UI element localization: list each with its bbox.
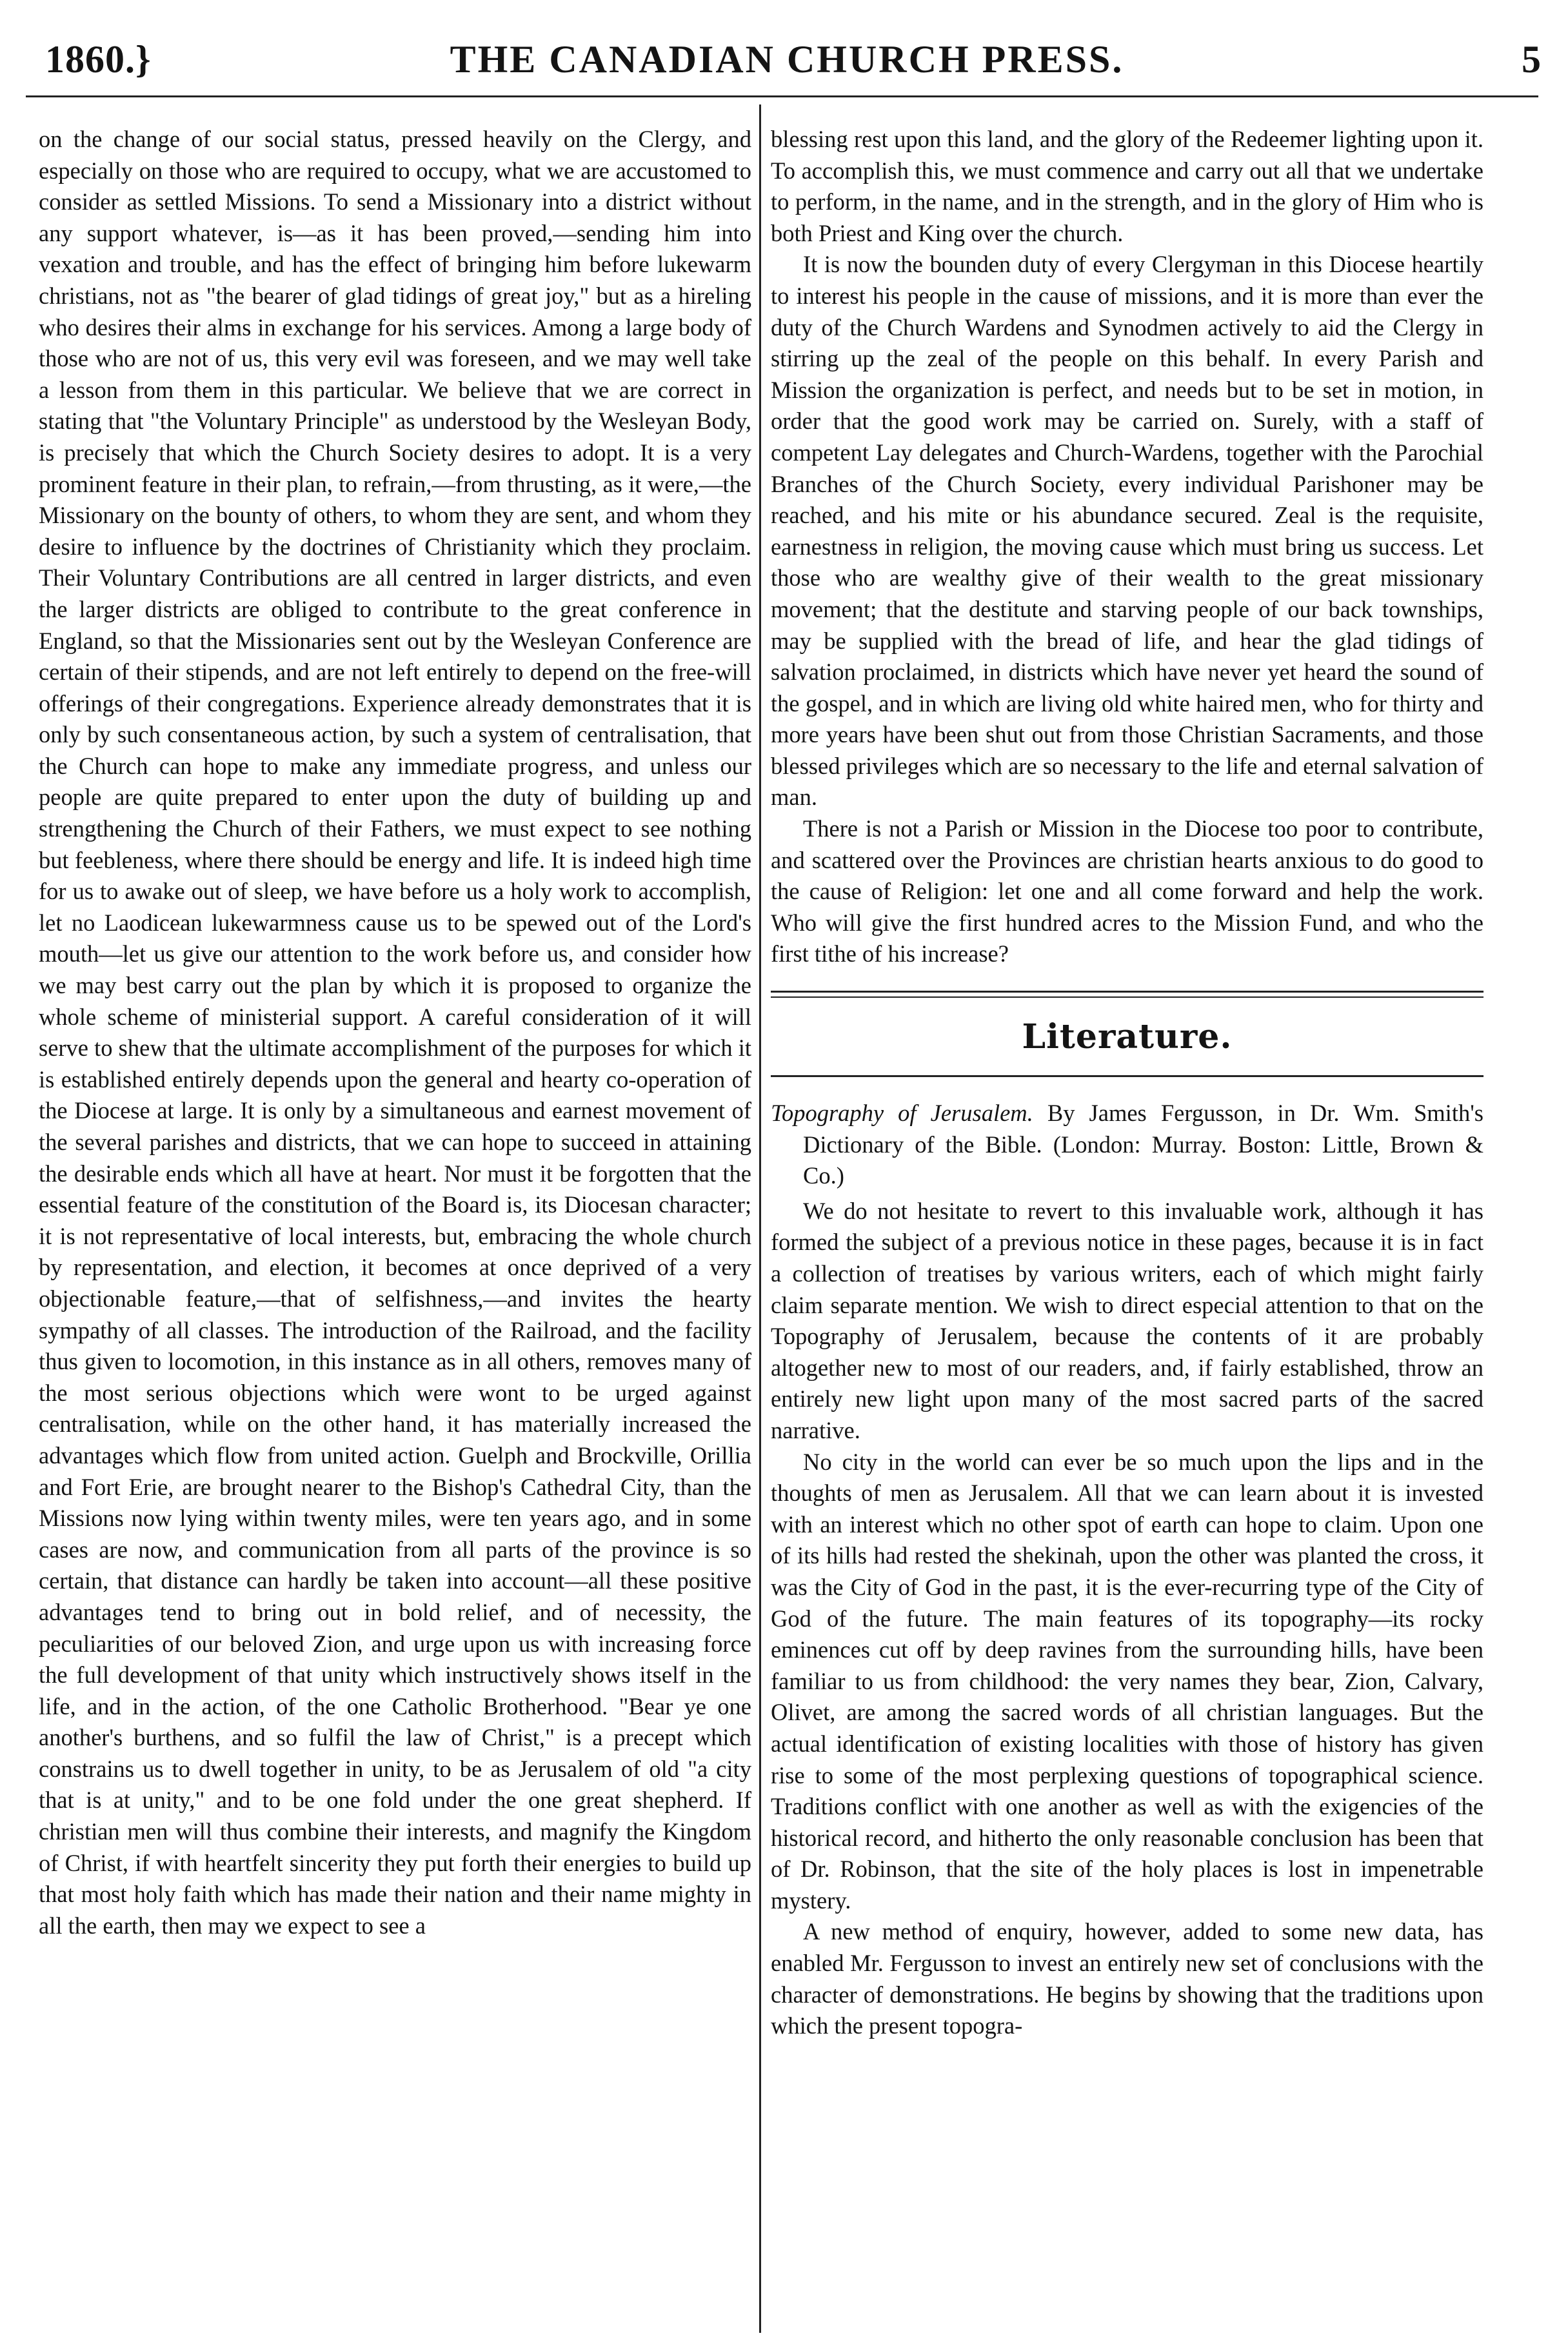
section-rule-top-thin	[771, 996, 1484, 998]
left-column	[39, 124, 751, 1941]
header-year: 1860.}	[45, 38, 152, 81]
right-column	[771, 124, 1484, 2042]
section-heading: Literature.	[1022, 1017, 1233, 1057]
review-citation	[771, 1098, 1484, 1192]
article-paragraph: blessing rest upon this land, and the glory of the Redeemer lighting upon it. To accomplish this, we must commence and carry out all that we undertake to perform, in the name, and in the strength, and in the glory of Him who is both Priest and King over the church.	[771, 126, 1484, 246]
article-paragraph: on the change of our social status, pressed heavily on the Clergy, and especially on those who are required to occupy, what we are accustomed to consider as settled Missions. To send a Missionary into a district without any support whatever, is—as it has been proved,—sending him into vexation and trouble, and has the effect of bringing him before lukewarm christians, not as "the bearer of glad tidings of great joy," but as a hireling who desires their alms in exchange for his services. Among a large body of those who are not of us, this very evil was foreseen, and we may well take a lesson from them in this particular. We believe that we are correct in stating that "the Voluntary Principle" as understood by the Wesleyan Body, is precisely that which the Church Society desires to adopt. It is a very prominent feature in their plan, to refrain,—from thrusting, as it were,—the Missionary on the bounty of others, to whom they are sent, and whom they desire to influence by the doctrines of Christianity which they proclaim. Their Voluntary Contributions are all centred in larger districts, and even the larger districts are obliged to contribute to the great conference in England, so that the Missionaries sent out by the Wesleyan Conference are certain of their stipends, and are not left entirely to depend on the free-will offerings of their congregations. Experience already demonstrates that it is only by such consentaneous action, by such a system of centralisation, that the Church can hope to make any immediate progress, and unless our people are quite prepared to enter upon the duty of building up and strengthening the Church of their Fathers, we must expect to see nothing but feebleness, where there should be energy and life. It is indeed high time for us to awake out of sleep, we have before us a holy work to accomplish, let no Laodicean lukewarmness cause us to be spewed out of the Lord's mouth—let us give our attention to the work before us, and consider how we may best carry out the plan by which it is proposed to organize the whole scheme of ministerial support. A careful consideration of it will serve to shew that the ultimate accomplishment of the purposes for which it is established entirely depends upon the general and hearty co-operation of the Diocese at large. It is only by a simultaneous and earnest movement of the several parishes and districts, that we can hope to succeed in attaining the desirable ends which all have at heart. Nor must it be forgotten that the essential feature of the constitution of the Board is, its Diocesan character; it is not representative of local interests, but, embracing the whole church by representation, and election, it becomes at once deprived of a very objectionable feature,—that of selfishness,—and invites the hearty sympathy of all classes. The introduction of the Railroad, and the facility thus given to locomotion, in this instance as in all others, removes many of the most serious objections which were wont to be urged against centralisation, while on the other hand, it has materially increased the advantages which flow from united action. Guelph and Brockville, Orillia and Fort Erie, are brought nearer to the Bishop's Cathedral City, than the Missions now lying within twenty miles, were ten years ago, and in some cases are now, and communication from all parts of the province is so certain, that distance can hardly be taken into account—all these positive advantages tend to bring out in bold relief, and of necessity, the peculiarities of our beloved Zion, and urge upon us with increasing force the full development of that unity which instructively shows itself in the life, and in the action, of the one Catholic Brotherhood. "Bear ye one another's burthens, and so fulfil the law of Christ," is a precept which constrains us to dwell together in unity, to be as Jerusalem of old "a city that is at unity," and to be one fold under the one great shepherd. If christian men will thus combine their interests, and magnify the Kingdom of Christ, if with heartfelt sincerity they put forth their energies to build up that most holy faith which has made their nation and their name mighty in all the earth, then may we expect to see a	[39, 126, 751, 1939]
citation-title: Topography of Jerusalem.	[771, 1100, 1033, 1127]
page-number: 5	[1522, 38, 1542, 81]
page-header	[26, 12, 1548, 81]
review-paragraph: A new method of enquiry, however, added to some new data, has enabled Mr. Fergusson to invest an entirely new set of conclusions with the character of demonstrations. He begins by showing that the traditions upon which the present topogra-	[771, 1918, 1484, 2039]
section-rule-bottom	[771, 1075, 1484, 1077]
header-rule	[26, 95, 1538, 97]
section-rule-top	[771, 991, 1484, 993]
column-divider	[759, 104, 761, 2333]
review-paragraph: We do not hesitate to revert to this invaluable work, although it has formed the subject of a previous notice in these pages, because it is in fact a collection of treatises by various writers, each of which might fairly claim separate mention. We wish to direct especial attention to that on the Topography of Jerusalem, because the contents of it are probably altogether new to most of our readers, and, if fairly established, throw an entirely new light upon many of the most sacred parts of the sacred narrative.	[771, 1197, 1484, 1443]
header-title: THE CANADIAN CHURCH PRESS.	[450, 38, 1124, 81]
citation-details: By James Fergusson, in Dr. Wm. Smith's Dictionary of the Bible. (London: Murray. Boston: Little, Brown & Co.)	[803, 1100, 1484, 1189]
article-paragraph: There is not a Parish or Mission in the Diocese too poor to contribute, and scattered over the Provinces are christian hearts anxious to do good to the cause of Religion: let one and all come forward and help the work. Who will give the first hundred acres to the Mission Fund, and who the first tithe of his increase?	[771, 815, 1484, 967]
review-paragraph: No city in the world can ever be so much upon the lips and in the thoughts of men as Jerusalem. All that we can learn about it is invested with an interest which no other spot of earth can hope to claim. Upon one of its hills had rested the shekinah, upon the other was planted the cross, it was the City of God in the past, it is the ever-recurring type of the City of God of the future. The main features of its topography—its rocky eminences cut off by deep ravines from the surrounding hills, have been familiar to us from childhood: the very names they bear, Zion, Calvary, Olivet, are among the sacred words of all christian languages. But the actual identification of existing localities with those of history has given rise to some of the most perplexing questions of topographical science. Traditions conflict with one another as well as with the exigencies of the historical record, and hitherto the only reasonable conclusion has been that of Dr. Robinson, that the site of the holy places is lost in impenetrable mystery.	[771, 1448, 1484, 1914]
article-paragraph: It is now the bounden duty of every Clergyman in this Diocese heartily to interest his people in the cause of missions, and it is more than ever the duty of the Church Wardens and Synodmen actively to aid the Clergy in stirring up the zeal of the people on this behalf. In every Parish and Mission the organization is perfect, and needs but to be set in motion, in order that the good work may be carried on. Surely, with a staff of competent Lay delegates and Church-Wardens, together with the Parochial Branches of the Church Society, every individual Parishoner may be reached, and his mite or his abundance secured. Zeal is the requisite, earnestness in religion, the moving cause which must bring us success. Let those who are wealthy give of their wealth to the great missionary movement; that the destitute and starving people of our back townships, may be supplied with the bread of life, and hear the glad tidings of salvation proclaimed, in districts which have never yet heard the sound of the gospel, and in which are living old white haired men, who for thirty and more years have been shut out from those Christian Sacraments, and those blessed privileges which are so necessary to the life and eternal salvation of man.	[771, 251, 1484, 811]
